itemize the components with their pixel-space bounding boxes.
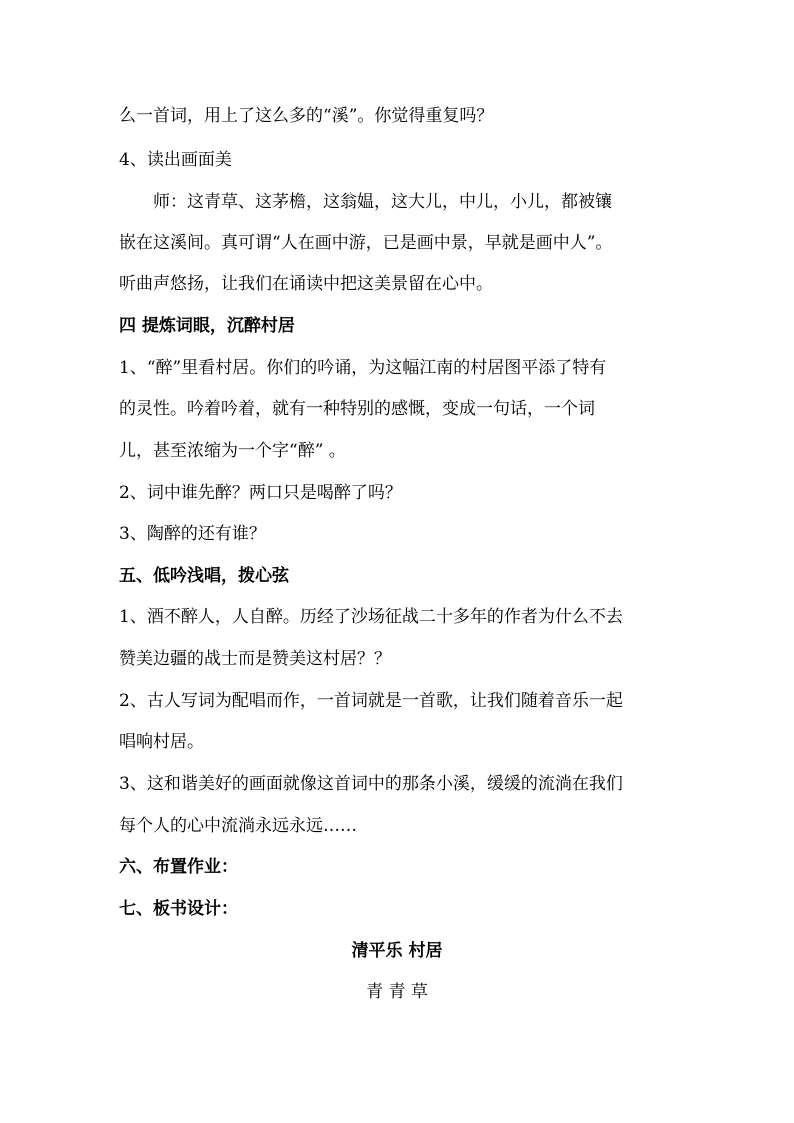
text-line: 2、古人写词为配唱而作，一首词就是一首歌，让我们随着音乐一起: [119, 691, 623, 711]
text-line: 赞美边疆的战士而是赞美这村居？？: [119, 649, 391, 669]
text-line: 唱响村居。: [119, 732, 204, 752]
text-line: 的灵性。吟着吟着，就有一种特别的感慨，变成一句话，一个词: [119, 399, 595, 419]
text-line: 儿，甚至浓缩为一个字“醉” 。: [119, 441, 346, 461]
section-heading: 五、低吟浅唱，拨心弦: [119, 566, 289, 586]
text-line: 3、陶醉的还有谁？: [119, 524, 266, 544]
text-line: 2、词中谁先醉？两口只是喝醉了吗？: [119, 483, 402, 503]
text-line: 么一首词，用上了这么多的“溪”。你觉得重复吗？: [119, 106, 494, 126]
section-heading: 四 提炼词眼，沉醉村居: [119, 316, 295, 336]
section-heading: 七、板书设计：: [119, 899, 238, 919]
text-line: 嵌在这溪间。真可谓“人在画中游，已是画中景，早就是画中人”。: [119, 233, 613, 253]
text-line: 1、酒不醉人，人自醉。历经了沙场征战二十多年的作者为什么不去: [119, 607, 623, 627]
text-line: 每个人的心中流淌永远永远……: [119, 816, 357, 836]
board-line: 青 青 草: [366, 982, 428, 1002]
section-heading: 六、布置作业：: [119, 857, 238, 877]
text-line: 4、读出画面美: [119, 150, 232, 170]
text-line: 1、“醉”里看村居。你们的吟诵，为这幅江南的村居图平添了特有: [119, 358, 607, 378]
text-line: 听曲声悠扬，让我们在诵读中把这美景留在心中。: [119, 274, 493, 294]
text-line: 3、这和谐美好的画面就像这首词中的那条小溪，缓缓的流淌在我们: [119, 774, 623, 794]
board-title: 清平乐 村居: [351, 941, 443, 961]
text-line: 师：这青草、这茅檐，这翁媪，这大儿，中儿，小儿，都被镶: [153, 192, 612, 212]
